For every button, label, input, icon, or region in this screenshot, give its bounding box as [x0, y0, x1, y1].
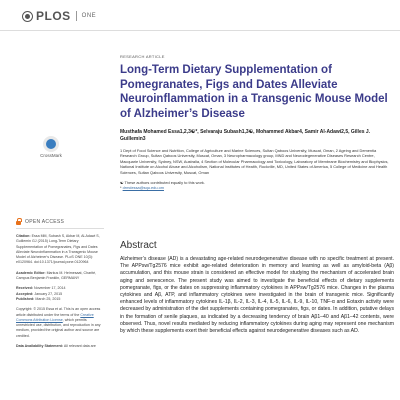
citation-text: Essa MM, Subash S, Akbar M, Al-Adawi S, Guillemin GJ (2015) Long-Term Dietary Supplementation of Pomegranates, Figs and Dates Alleviate Neuroinflammation in a Transgenic Mouse Model of Alzheimer's Disease. PLoS ONE 10(3): e0120964. doi:10.1371/journal.pone.0120964 — [16, 234, 100, 265]
editor-text: Markus M. Heimesaat, Charité, Campus Benjamin Franklin, GERMANY — [16, 270, 97, 281]
published-label: Published: — [16, 296, 35, 301]
open-access-badge — [16, 218, 64, 225]
author-email-link[interactable]: drmdessa@squ.edu.om — [122, 185, 164, 191]
crossmark-badge[interactable] — [38, 136, 64, 158]
crossmark-icon — [43, 136, 59, 152]
affiliations: 1 Dept of Food Science and Nutrition, College of Agriculture and Marine Sciences, Sultan Qaboos University, Muscat, Oman, 2 Ageing and Dementia Research Group, Sultan Qaboos University, Muscat, Oman, 3 Neuropharmacology group, MND and Neurodegenerative Diseases Research Centre, Macquarie University, Sydney, NSW, Australia, 4 Section of Molecular Pharmacology and Toxicology, Laboratory of Membrane Biochemistry and Biophysics, National Institute on Alcohol Abuse and Alcoholism, National Institutes of Health, Rockville, MD, United States of America, 5 College of Medicine and Health Sciences, Sultan Qaboos University, Muscat, Oman — [120, 148, 389, 175]
license-link[interactable]: Creative Commons Attribution License — [16, 312, 94, 322]
published-date: March 25, 2015 — [35, 296, 61, 301]
author-list: Musthafa Mohamed Essa1,2,3☯*, Selvaraju Subash1,3☯, Mohammed Akbar4, Samir Al-Adawi2,5, Gilles J. Guillemin3 — [120, 129, 371, 142]
article-type: RESEARCH ARTICLE — [120, 54, 165, 59]
corresponding-mark: * — [120, 185, 122, 191]
citation-label: Citation: — [16, 234, 31, 238]
copyright-text-before: Copyright: © 2015 Essa et al. This is an open access article distributed under the terms of the — [16, 307, 101, 317]
journal-subname: ONE — [81, 13, 97, 19]
header-divider — [0, 30, 400, 31]
received-date: November 17, 2014 — [33, 286, 66, 291]
data-availability-label: Data Availability Statement: — [16, 344, 64, 349]
plos-logo-icon — [22, 11, 33, 22]
published-block — [16, 297, 106, 302]
article-title: Long-Term Dietary Supplementation of Pomegranates, Figs and Dates Alleviate Neuroinflammation in a Transgenic Mouse Model of Alzheimer’s Disease — [120, 64, 388, 120]
article-metadata — [16, 234, 106, 354]
copyright-block — [16, 307, 106, 339]
accepted-label: Accepted: — [16, 291, 34, 296]
corresponding-author — [120, 185, 392, 190]
open-access-label: OPEN ACCESS — [25, 218, 65, 225]
copyright-text-after: , which permits unrestricted use, distribution, and reproduction in any medium, provided the original author and source are credited. — [16, 317, 101, 338]
journal-logo[interactable] — [22, 9, 96, 23]
data-availability-block — [16, 344, 106, 349]
abstract-heading: Abstract — [120, 240, 157, 251]
journal-name: PLOS — [36, 9, 71, 23]
journal-header — [0, 0, 400, 40]
crossmark-label: CrossMark — [40, 153, 62, 158]
logo-divider — [76, 11, 77, 21]
article-header — [120, 54, 392, 191]
received-label: Received: — [16, 286, 33, 291]
sidebar-divider — [16, 228, 104, 229]
editor-label: Academic Editor: — [16, 270, 46, 275]
equal-contribution-note: ☯ These authors contributed equally to this work. — [120, 180, 205, 186]
editor-block — [16, 271, 106, 282]
citation-block — [16, 234, 106, 266]
open-lock-icon — [16, 218, 22, 225]
data-availability-text: All relevant data are — [63, 344, 96, 349]
accepted-date: January 27, 2015 — [34, 291, 63, 296]
abstract-text: Alzheimer’s disease (AD) is a devastating age-related neurodegenerative disease with no specific treatment at present. The APPsw/Tg2576 mice exhibit age-related deterioration in memory and learning as well as amyloid-beta (Aβ) accumulation, and this mouse strain is considered an effective model for studying the mechanism of accelerated brain aging and senescence. The present study was aimed to investigate the beneficial effects of dietary supplements pomegranate, figs, or the dates on suppressing inflammatory cytokines in APPsw/Tg2576 mice. Changes in the plasma cytokines and Aβ, ATP, and inflammatory cytokines were investigated in the brain of transgenic mice. Significantly enhanced levels of inflammatory cytokines IL-1β, IL-2, IL-3, IL-4, IL-5, IL-6, IL-9, IL-10, TNF-α and Eotaxin activity were decreased by administration of the diet supplements containing pomegranates, figs, or dates. In addition, putative delays in the formation of senile plaques, as indicated by a decreasing tendency of brain Aβ1–40 and Aβ1–42 contents, were observed. Thus, novel results mediated by reducing inflammatory cytokines during aging may represent one mechanism by which these supplements exert their beneficial effects against neurodegenerative diseases such as AD. — [120, 256, 394, 335]
